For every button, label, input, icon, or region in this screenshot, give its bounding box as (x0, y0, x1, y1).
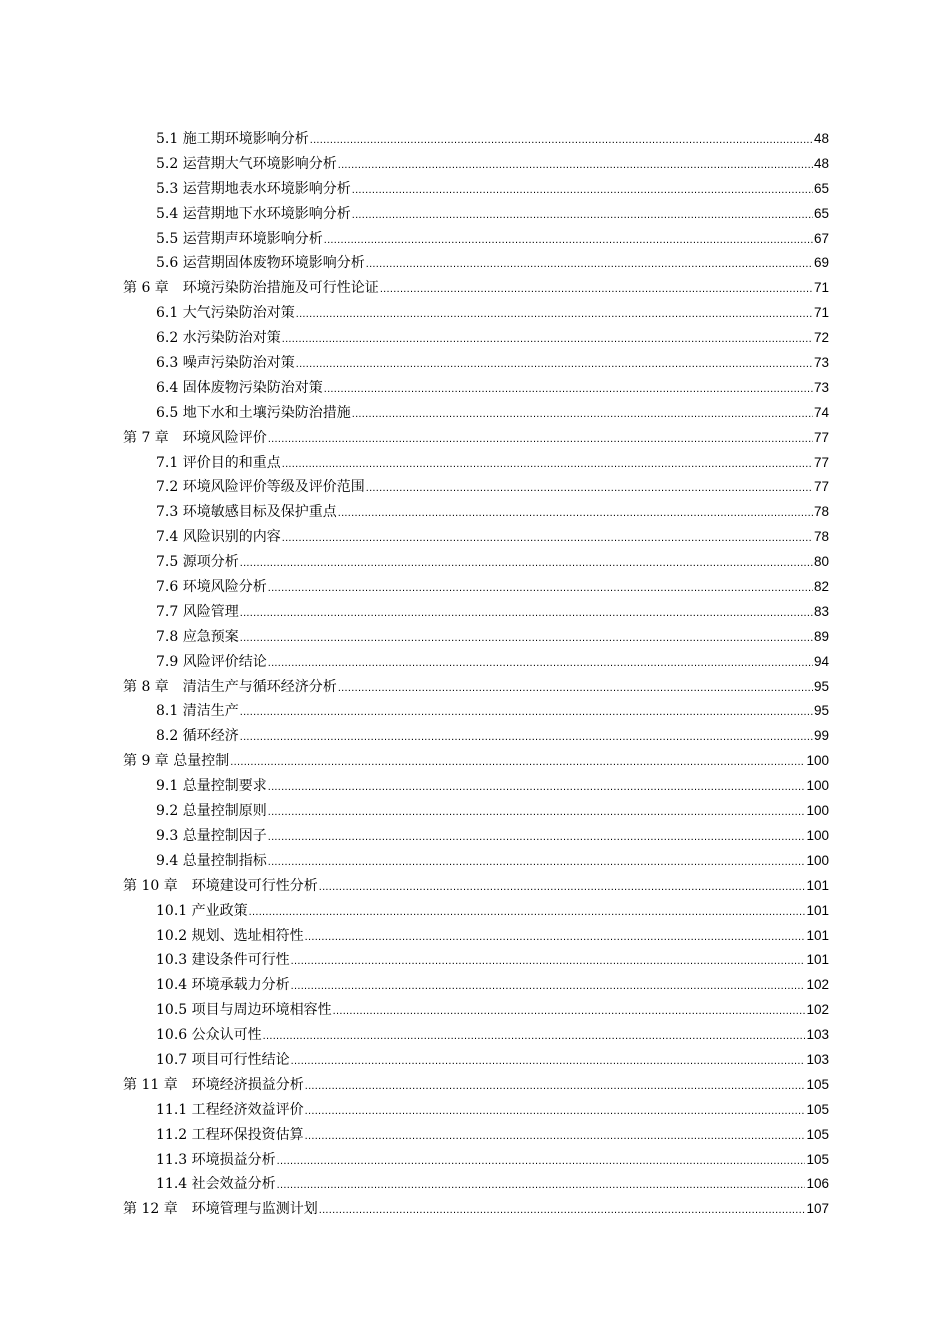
toc-page-number: 95 (813, 703, 829, 719)
toc-entry-title: 第 11 章 环境经济损益分析 (123, 1076, 304, 1093)
toc-page-number: 101 (806, 927, 829, 943)
toc-page-number: 80 (813, 554, 829, 570)
toc-section-entry[interactable] (123, 550, 829, 575)
toc-page-number: 105 (806, 1101, 829, 1117)
toc-section-entry[interactable] (123, 401, 829, 426)
toc-chapter-entry[interactable] (123, 426, 829, 451)
toc-entry-title: 6.1 大气污染防治对策 (156, 305, 295, 322)
toc-dot-leader (268, 800, 806, 825)
toc-dot-leader (310, 128, 813, 153)
toc-entry-title: 5.6 运营期固体废物环境影响分析 (156, 255, 365, 272)
toc-entry-title: 10.7 项目可行性结论 (156, 1051, 290, 1068)
toc-section-entry[interactable] (123, 1048, 829, 1073)
toc-dot-leader (249, 900, 806, 925)
toc-section-entry[interactable] (123, 625, 829, 650)
toc-dot-leader (268, 850, 806, 875)
toc-page-number: 101 (806, 902, 829, 918)
toc-section-entry[interactable] (123, 251, 829, 276)
toc-dot-leader (324, 377, 813, 402)
toc-dot-leader (305, 1124, 806, 1149)
toc-page-number: 107 (806, 1201, 829, 1217)
toc-section-entry[interactable] (123, 650, 829, 675)
toc-entry-title: 第 10 章 环境建设可行性分析 (123, 877, 318, 894)
toc-entry-title: 6.3 噪声污染防治对策 (156, 355, 295, 372)
toc-page-number: 101 (806, 877, 829, 893)
toc-dot-leader (240, 700, 813, 725)
toc-section-entry[interactable] (123, 799, 829, 824)
toc-page-number: 100 (806, 778, 829, 794)
toc-section-entry[interactable] (123, 1098, 829, 1123)
toc-entry-title: 11.1 工程经济效益评价 (156, 1101, 304, 1118)
toc-dot-leader (240, 725, 813, 750)
toc-dot-leader (277, 1149, 806, 1174)
toc-entry-title: 第 7 章 环境风险评价 (123, 429, 267, 446)
toc-page-number: 101 (806, 952, 829, 968)
toc-section-entry[interactable] (123, 301, 829, 326)
toc-page-number: 83 (813, 603, 829, 619)
toc-dot-leader (338, 501, 813, 526)
toc-page-number: 94 (813, 653, 829, 669)
toc-section-entry[interactable] (123, 202, 829, 227)
toc-page-number: 78 (813, 529, 829, 545)
toc-page-number: 69 (813, 255, 829, 271)
toc-dot-leader (240, 626, 813, 651)
toc-dot-leader (338, 676, 813, 701)
toc-entry-title: 7.7 风险管理 (156, 603, 239, 620)
toc-page-number: 48 (813, 131, 829, 146)
toc-entry-title: 第 9 章 总量控制 (123, 753, 230, 770)
toc-section-entry[interactable] (123, 451, 829, 476)
toc-section-entry[interactable] (123, 177, 829, 202)
toc-section-entry[interactable] (123, 1123, 829, 1148)
toc-dot-leader (291, 949, 806, 974)
toc-entry-title: 第 8 章 清洁生产与循环经济分析 (123, 678, 337, 695)
toc-dot-leader (305, 1074, 806, 1099)
toc-page-number: 77 (813, 429, 829, 445)
toc-page-number: 67 (813, 230, 829, 246)
toc-dot-leader (319, 1198, 806, 1223)
toc-section-entry[interactable] (123, 899, 829, 924)
toc-chapter-entry[interactable] (123, 874, 829, 899)
toc-entry-title: 9.1 总量控制要求 (156, 778, 267, 795)
toc-dot-leader (366, 476, 813, 501)
toc-entry-title: 5.2 运营期大气环境影响分析 (156, 155, 337, 172)
toc-section-entry[interactable] (123, 600, 829, 625)
toc-entry-title: 10.2 规划、选址相符性 (156, 927, 304, 944)
toc-page-number: 102 (806, 977, 829, 993)
toc-dot-leader (296, 302, 813, 327)
toc-page-number: 77 (813, 454, 829, 470)
toc-dot-leader (333, 999, 806, 1024)
toc-page-number: 73 (813, 379, 829, 395)
toc-section-entry[interactable] (123, 973, 829, 998)
toc-section-entry[interactable] (123, 475, 829, 500)
toc-page-number: 78 (813, 504, 829, 520)
toc-page-number: 72 (813, 330, 829, 346)
toc-dot-leader (352, 203, 813, 228)
toc-entry-title: 10.1 产业政策 (156, 902, 248, 919)
toc-dot-leader (230, 750, 805, 775)
toc-dot-leader (305, 1099, 806, 1124)
toc-entry-title: 10.4 环境承载力分析 (156, 977, 290, 994)
toc-chapter-entry[interactable] (123, 1197, 829, 1222)
toc-entry-title: 第 12 章 环境管理与监测计划 (123, 1201, 318, 1218)
toc-page-number: 48 (813, 155, 829, 171)
toc-entry-title: 6.4 固体废物污染防治对策 (156, 379, 323, 396)
toc-entry-title: 7.8 应急预案 (156, 628, 239, 645)
toc-dot-leader (282, 327, 813, 352)
toc-section-entry[interactable] (123, 699, 829, 724)
toc-section-entry[interactable] (123, 924, 829, 949)
toc-entry-title: 8.2 循环经济 (156, 728, 239, 745)
toc-page-number: 82 (813, 579, 829, 595)
toc-page-number: 65 (813, 205, 829, 221)
toc-page-number: 105 (806, 1151, 829, 1167)
toc-entry-title: 11.2 工程环保投资估算 (156, 1126, 304, 1143)
toc-section-entry[interactable] (123, 500, 829, 525)
toc-entry-title: 第 6 章 环境污染防治措施及可行性论证 (123, 280, 379, 297)
toc-page-number: 100 (806, 852, 829, 868)
toc-entry-title: 10.5 项目与周边环境相容性 (156, 1002, 332, 1019)
toc-entry-title: 10.6 公众认可性 (156, 1027, 262, 1044)
toc-section-entry[interactable] (123, 376, 829, 401)
toc-dot-leader (268, 576, 813, 601)
toc-entry-title: 9.3 总量控制因子 (156, 827, 267, 844)
toc-dot-leader (319, 875, 806, 900)
toc-dot-leader (338, 153, 813, 178)
toc-page-number: 74 (813, 404, 829, 420)
toc-page-number: 89 (813, 628, 829, 644)
toc-section-entry[interactable] (123, 575, 829, 600)
toc-dot-leader (268, 775, 806, 800)
toc-page-number: 100 (806, 753, 829, 769)
toc-dot-leader (291, 974, 806, 999)
toc-entry-title: 5.5 运营期声环境影响分析 (156, 230, 323, 247)
toc-dot-leader (352, 178, 813, 203)
toc-section-entry[interactable] (123, 998, 829, 1023)
toc-page-number: 65 (813, 180, 829, 196)
toc-page-number: 73 (813, 355, 829, 371)
toc-section-entry[interactable] (123, 724, 829, 749)
toc-page-number: 99 (813, 728, 829, 744)
toc-page-number: 77 (813, 479, 829, 495)
toc-section-entry[interactable] (123, 849, 829, 874)
toc-entry-title: 9.4 总量控制指标 (156, 852, 267, 869)
toc-dot-leader (268, 651, 813, 676)
toc-entry-title: 7.2 环境风险评价等级及评价范围 (156, 479, 365, 496)
toc-dot-leader (268, 427, 813, 452)
toc-dot-leader (352, 402, 813, 427)
toc-chapter-entry[interactable] (123, 1073, 829, 1098)
toc-entry-title: 10.3 建设条件可行性 (156, 952, 290, 969)
toc-page-number: 95 (813, 678, 829, 694)
toc-section-entry[interactable] (123, 326, 829, 351)
toc-dot-leader (282, 452, 813, 477)
toc-page-number: 102 (806, 1002, 829, 1018)
toc-dot-leader (380, 277, 813, 302)
toc-chapter-entry[interactable] (123, 675, 829, 700)
toc-dot-leader (268, 825, 806, 850)
toc-dot-leader (296, 352, 813, 377)
toc-dot-leader (240, 601, 813, 626)
toc-section-entry[interactable] (123, 351, 829, 376)
toc-section-entry[interactable] (123, 525, 829, 550)
toc-entry-title: 11.3 环境损益分析 (156, 1151, 276, 1168)
toc-section-entry[interactable] (123, 1023, 829, 1048)
toc-section-entry[interactable] (123, 824, 829, 849)
toc-dot-leader (277, 1173, 806, 1198)
toc-entry-title: 5.3 运营期地表水环境影响分析 (156, 180, 351, 197)
toc-entry-title: 11.4 社会效益分析 (156, 1176, 276, 1193)
toc-entry-title: 7.3 环境敏感目标及保护重点 (156, 504, 337, 521)
toc-entry-title: 7.9 风险评价结论 (156, 653, 267, 670)
toc-entry-title: 6.2 水污染防治对策 (156, 330, 281, 347)
toc-dot-leader (305, 925, 806, 950)
toc-section-entry[interactable] (123, 227, 829, 252)
toc-dot-leader (324, 228, 813, 253)
toc-page-number: 71 (813, 280, 829, 296)
toc-page-number: 106 (806, 1176, 829, 1192)
table-of-contents (123, 127, 829, 1222)
toc-entry-title: 8.1 清洁生产 (156, 703, 239, 720)
toc-dot-leader (291, 1049, 806, 1074)
toc-section-entry[interactable] (123, 1172, 829, 1197)
toc-chapter-entry[interactable] (123, 276, 829, 301)
toc-entry-title: 7.1 评价目的和重点 (156, 454, 281, 471)
toc-chapter-entry[interactable] (123, 749, 829, 774)
toc-entry-title: 5.4 运营期地下水环境影响分析 (156, 205, 351, 222)
toc-section-entry[interactable] (123, 127, 829, 152)
toc-dot-leader (263, 1024, 806, 1049)
toc-dot-leader (240, 551, 813, 576)
toc-entry-title: 7.5 源项分析 (156, 554, 239, 571)
toc-entry-title: 6.5 地下水和土壤污染防治措施 (156, 404, 351, 421)
toc-page-number: 103 (806, 1051, 829, 1067)
toc-page-number: 103 (806, 1027, 829, 1043)
toc-page-number: 105 (806, 1076, 829, 1092)
toc-entry-title: 7.4 风险识别的内容 (156, 529, 281, 546)
toc-section-entry[interactable] (123, 1148, 829, 1173)
toc-page-number: 105 (806, 1126, 829, 1142)
toc-entry-title: 5.1 施工期环境影响分析 (156, 131, 309, 147)
toc-section-entry[interactable] (123, 948, 829, 973)
toc-page-number: 100 (806, 803, 829, 819)
toc-page-number: 71 (813, 305, 829, 321)
toc-entry-title: 9.2 总量控制原则 (156, 803, 267, 820)
toc-section-entry[interactable] (123, 774, 829, 799)
toc-section-entry[interactable] (123, 152, 829, 177)
toc-dot-leader (366, 252, 813, 277)
toc-page-number: 100 (806, 827, 829, 843)
toc-entry-title: 7.6 环境风险分析 (156, 579, 267, 596)
toc-dot-leader (282, 526, 813, 551)
